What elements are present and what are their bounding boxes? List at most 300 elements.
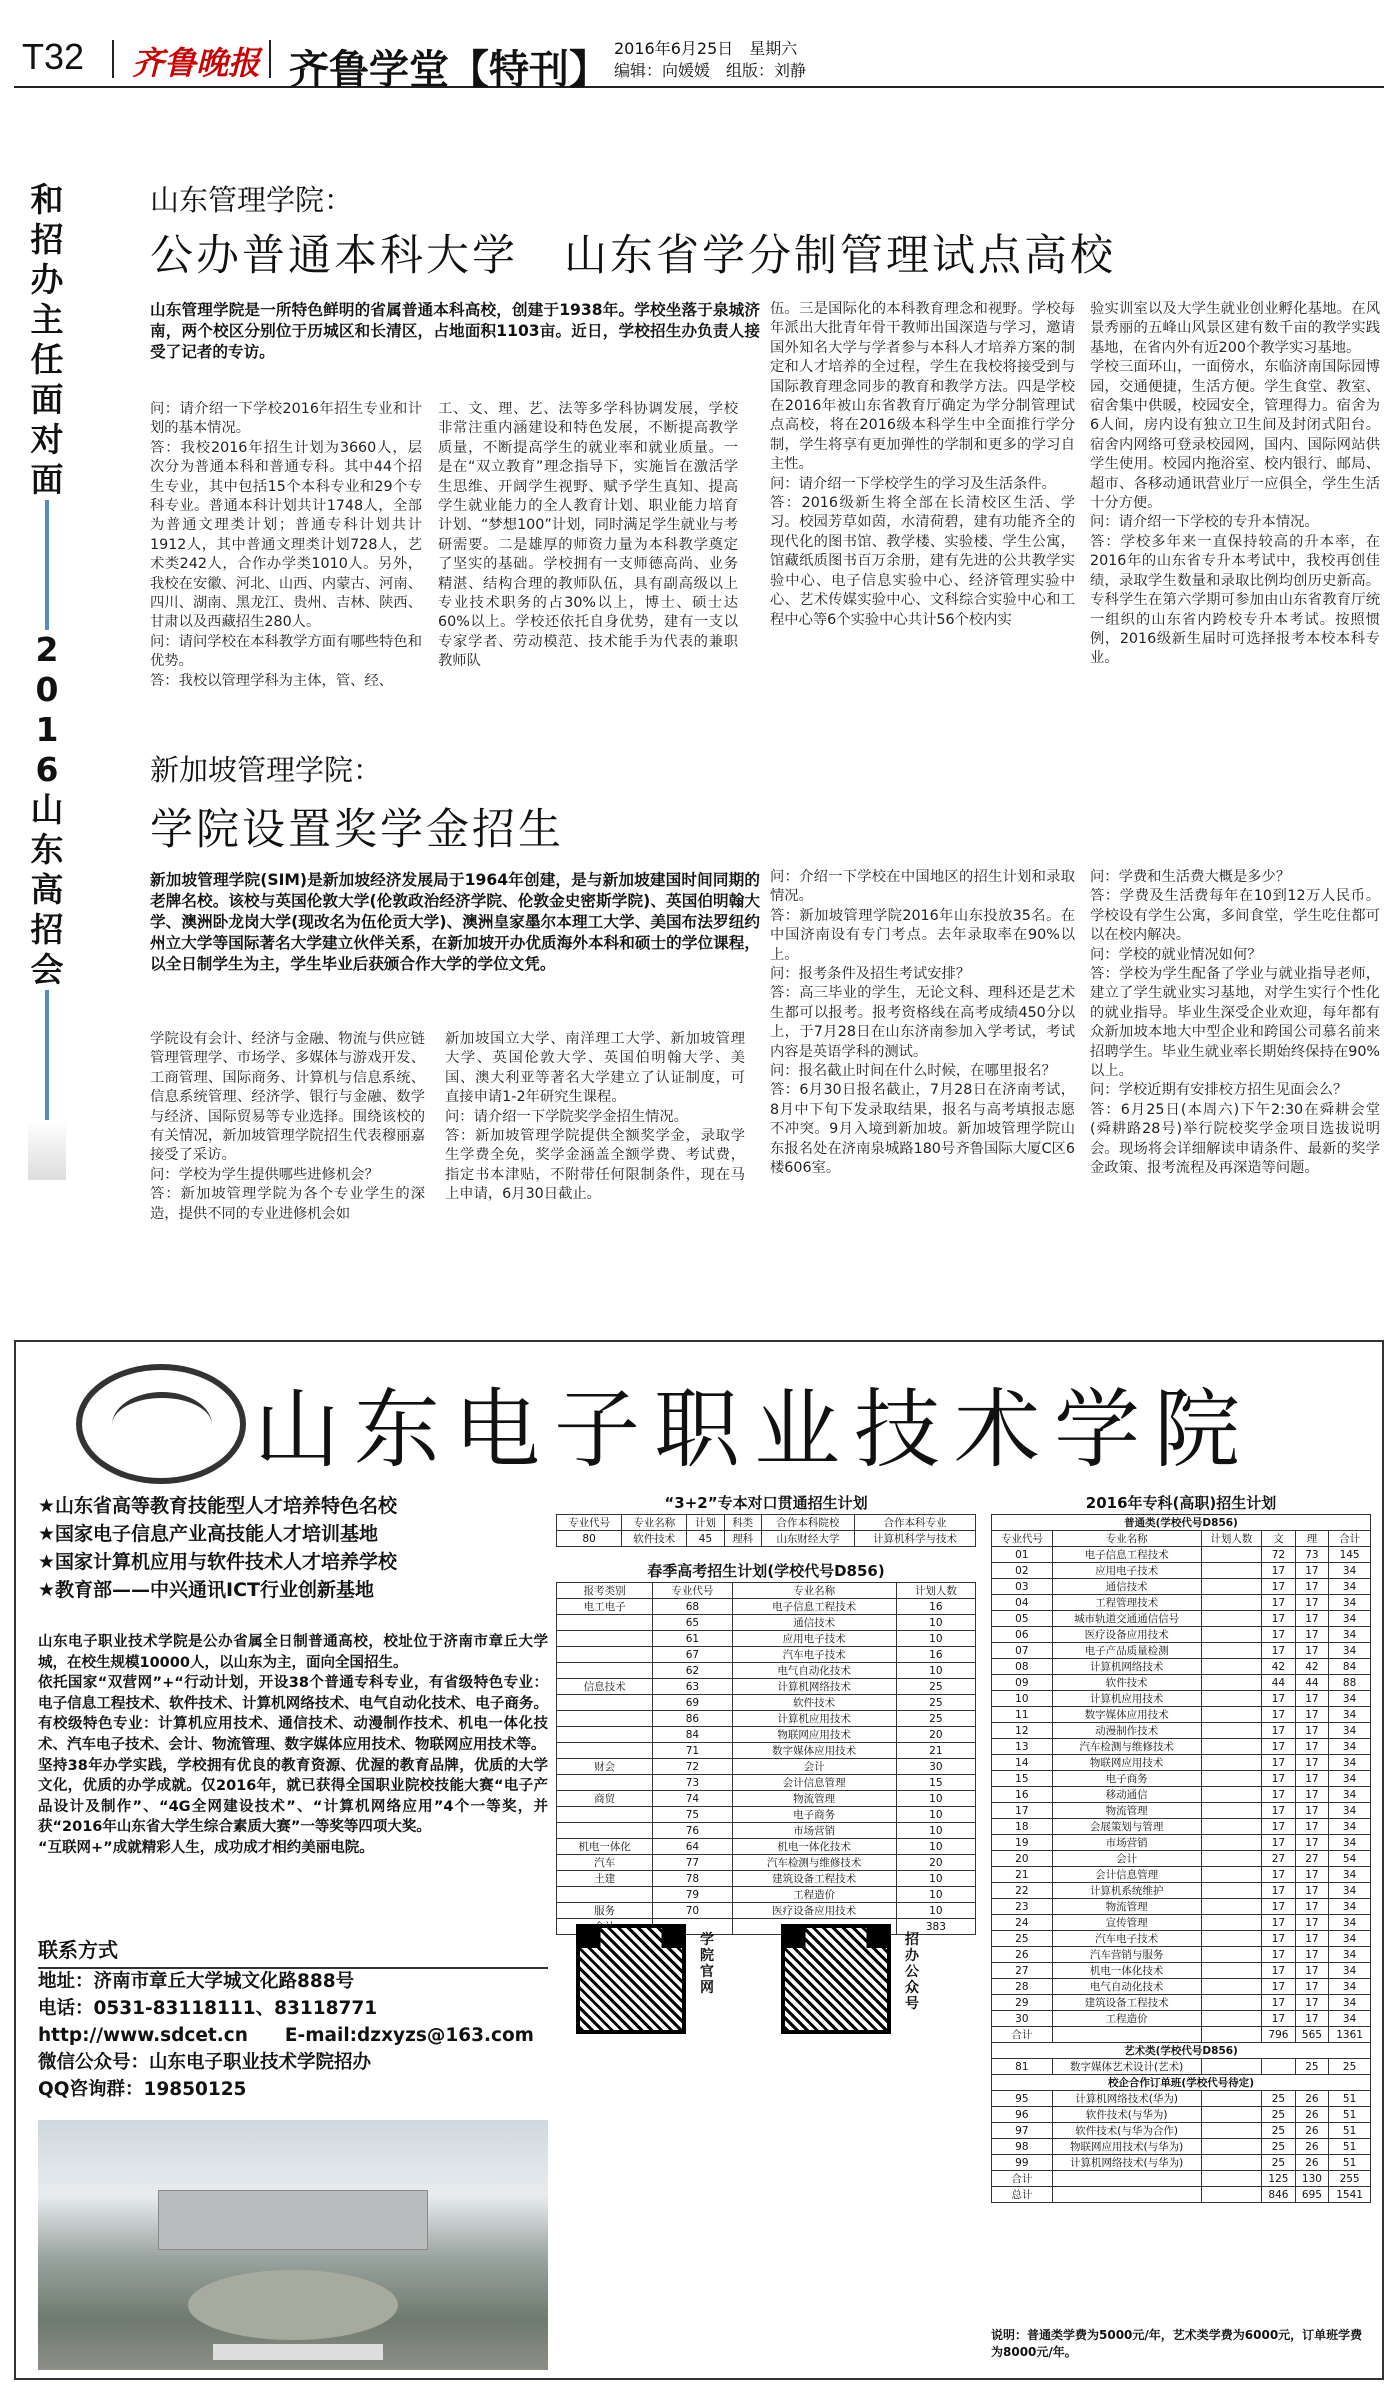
table-cell: 76 [653,1823,732,1839]
table-cell: 34 [1329,1611,1371,1627]
table-cell: 1361 [1329,2027,1371,2043]
article2-lead: 新加坡管理学院(SIM)是新加坡经济发展局于1964年创建，是与新加坡建国时间同期的老牌名校。该校与英国伦敦大学(伦敦政治经济学院、伦敦金史密斯学院)、英国伯明翰大学、澳洲卧龙岗大学(现改名为伍伦贡大学)、澳洲皇家墨尔本理工大学、美国布法罗纽约州立大学等国际著名大学建立伙伴关系，在新加坡开办优质海外本科和硕士的学位课程，以全日制学生为主，学生毕业后获颁合作大学的学位文凭。 [150,871,760,973]
table-cell: 51 [1329,2091,1371,2107]
table-row [557,1887,976,1903]
table-cell [1201,1835,1262,1851]
table-row [992,1659,1371,1675]
table-cell [1201,1611,1262,1627]
table-cell: 商贸 [557,1791,653,1807]
table-cell: 84 [653,1727,732,1743]
table-cell: 72 [1262,1547,1295,1563]
table-row [557,1823,976,1839]
article1-kicker: 山东管理学院： [150,183,354,217]
article1-lead: 山东管理学院是一所特色鲜明的省属普通本科高校，创建于1938年。学校坐落于泉城济南，两个校区分别位于历城区和长清区，占地面积1103亩。近日，学校招生办负责人接受了记者的专访。 [150,301,760,361]
table-cell: 17 [1262,1579,1295,1595]
table-row [992,1803,1371,1819]
table-cell: 255 [1329,2171,1371,2187]
table-cell: 应用电子技术 [1052,1563,1201,1579]
table-cell [1201,1675,1262,1691]
article2-col1: 学院设有会计、经济与金融、物流与供应链管理管理学、市场学、多媒体与游戏开发、工商管理、国际商务、计算机与信息系统、信息系统管理、经济学、银行与金融、数学与经济、国际贸易等专业选择。围绕该校的有关情况，新加坡管理学院招生代表穆丽嘉接受了采访。 问：学校为学生提供哪些进修机会？ 答：新加坡管理学院为各个专业学生的深造，提供不同的专业进修机会如 [150,1031,425,1222]
table-cell: 28 [992,1979,1053,1995]
table-cell [1201,2059,1262,2075]
table-cell: 17 [1262,1691,1295,1707]
table-cell: 计算机系统维护 [1052,1883,1201,1899]
table-cell: 物联网应用技术 [732,1727,896,1743]
table-cell: 71 [653,1743,732,1759]
table-cell: 17 [1262,1915,1295,1931]
table-row [557,1647,976,1663]
table-cell: 97 [992,2123,1053,2139]
table-cell: 21 [896,1743,975,1759]
table-cell: 会计信息管理 [1052,1867,1201,1883]
table-cell: 计算机网络技术(与华为) [1052,2155,1201,2171]
table-header-cell: 专业名称 [622,1515,687,1531]
table-cell: 10 [896,1791,975,1807]
table-cell [1201,2139,1262,2155]
table-cell: 69 [653,1695,732,1711]
table-row [992,1691,1371,1707]
table-cell: 25 [1329,2059,1371,2075]
table-cell: 工程造价 [1052,2011,1201,2027]
table-row [992,1627,1371,1643]
table-cell: 07 [992,1643,1053,1659]
table-cell: 信息技术 [557,1679,653,1695]
column-title: 齐鲁学堂【特刊】 [289,47,609,93]
table-cell: 54 [1329,1851,1371,1867]
table-row [992,1851,1371,1867]
table-cell: 17 [1262,1995,1295,2011]
table-row [557,1743,976,1759]
page-number: T32 [22,36,85,77]
table-cell: 04 [992,1595,1053,1611]
table-cell: 29 [992,1995,1053,2011]
table-cell: 17 [992,1803,1053,1819]
honor-item: ★山东省高等教育技能型人才培养特色名校 [38,1495,398,1517]
table-cell: 34 [1329,1915,1371,1931]
table-cell: 34 [1329,1947,1371,1963]
table-cell: 70 [653,1903,732,1919]
college-logo-icon [76,1364,246,1484]
table-cell: 95 [992,2091,1053,2107]
contact-web: http://www.sdcet.cn E-mail:dzxyzs@163.com [38,2025,534,2046]
table-cell [1201,2107,1262,2123]
table-cell: 34 [1329,1691,1371,1707]
table-cell: 20 [992,1851,1053,1867]
table-cell: 383 [896,1919,975,1935]
table-cell [1201,1851,1262,1867]
table-cell: 10 [992,1691,1053,1707]
table-cell: 17 [1295,1835,1328,1851]
table-cell: 市场营销 [1052,1835,1201,1851]
table-cell: 1541 [1329,2187,1371,2203]
table-cell: 61 [653,1631,732,1647]
table-row [992,1819,1371,1835]
table-cell: 数字媒体应用技术 [732,1743,896,1759]
table-cell [1201,1643,1262,1659]
contact-qq: QQ咨询群：19850125 [38,2079,247,2100]
table-cell: 通信技术 [1052,1579,1201,1595]
table-row [992,1899,1371,1915]
table-cell: 88 [1329,1675,1371,1691]
table-cell: 16 [992,1787,1053,1803]
table-cell [1201,1659,1262,1675]
table-cell [1201,2091,1262,2107]
table-cell: 医疗设备应用技术 [732,1903,896,1919]
table-cell [1201,2011,1262,2027]
table-cell: 17 [1295,1627,1328,1643]
table-cell [1201,1915,1262,1931]
contact-wechat: 微信公众号：山东电子职业技术学院招办 [38,2052,372,2073]
table-cell: 23 [992,1899,1053,1915]
table-row [557,1615,976,1631]
table-cell [1262,2059,1295,2075]
table-cell: 17 [1262,1899,1295,1915]
table-cell: 26 [992,1947,1053,1963]
table-cell: 10 [896,1887,975,1903]
table-cell: 25 [1262,2155,1295,2171]
table-cell: 电子信息工程技术 [1052,1547,1201,1563]
table-row [992,2107,1371,2123]
table-cell: 宣传管理 [1052,1915,1201,1931]
table-cell: 10 [896,1823,975,1839]
table-row [992,2123,1371,2139]
table-header-cell: 合计 [1329,1531,1371,1547]
table-cell: 145 [1329,1547,1371,1563]
table-row [557,1599,976,1615]
table-cell: 34 [1329,1979,1371,1995]
issue-meta [614,38,806,82]
table-header-cell: 计划 [687,1515,724,1531]
table-cell: 74 [653,1791,732,1807]
table-cell: 17 [1295,1579,1328,1595]
table-cell: 51 [1329,2155,1371,2171]
table-cell: 17 [1262,1755,1295,1771]
table-cell: 山东财经大学 [761,1531,854,1547]
table-cell: 34 [1329,1835,1371,1851]
table-cell: 17 [1295,1947,1328,1963]
table-row [992,1867,1371,1883]
table-cell: 14 [992,1755,1053,1771]
table-group-label: 校企合作订单班(学校代号待定) [992,2075,1371,2091]
table-cell [557,1887,653,1903]
table-cell: 汽车电子技术 [1052,1931,1201,1947]
table-cell: 17 [1295,1963,1328,1979]
table-cell: 84 [1329,1659,1371,1675]
table-cell [557,1727,653,1743]
table-cell: 25 [896,1679,975,1695]
college-advertisement [14,1340,1384,2380]
table-cell: 通信技术 [732,1615,896,1631]
table-cell [1201,2187,1262,2203]
table-cell: 78 [653,1871,732,1887]
table-cell: 计算机应用技术 [1052,1691,1201,1707]
table-cell: 计算机网络技术(华为) [1052,2091,1201,2107]
table-row [557,1583,976,1599]
table-cell: 10 [896,1839,975,1855]
table-cell: 汽车 [557,1855,653,1871]
table-cell: 34 [1329,1627,1371,1643]
table-cell: 06 [992,1627,1053,1643]
table-cell [1201,1819,1262,1835]
table-cell: 17 [1262,1611,1295,1627]
table-cell: 软件技术 [622,1531,687,1547]
table-header-cell: 报考类别 [557,1583,653,1599]
college-name: 山东电子职业技术学院 [254,1380,1254,1480]
table-cell: 73 [1295,1547,1328,1563]
table-cell: 34 [1329,1563,1371,1579]
table-row [557,1807,976,1823]
table-row [992,1995,1371,2011]
table-cell: 25 [992,1931,1053,1947]
table-header-cell: 计划人数 [1201,1531,1262,1547]
table-row [992,1915,1371,1931]
table-cell [557,1631,653,1647]
table-cell: 物联网应用技术 [1052,1755,1201,1771]
table-cell: 17 [1295,1707,1328,1723]
table-row [992,1707,1371,1723]
table-cell [1201,1691,1262,1707]
table-cell: 17 [1295,1755,1328,1771]
table-cell [1201,1563,1262,1579]
table-row [992,1723,1371,1739]
table-cell: 63 [653,1679,732,1695]
table-cell: 16 [896,1647,975,1663]
table-cell: 17 [1262,1707,1295,1723]
table-cell [1201,1947,1262,1963]
table-cell: 19 [992,1835,1053,1851]
table-cell [557,1743,653,1759]
table-cell: 42 [1295,1659,1328,1675]
table-cell: 51 [1329,2139,1371,2155]
table-vocational-plan [991,1514,1371,2203]
table-header-cell: 计划人数 [896,1583,975,1599]
table-row [557,1679,976,1695]
table-cell [557,1615,653,1631]
table-cell: 17 [1295,1819,1328,1835]
table-cell: 计算机科学与技术 [854,1531,975,1547]
table-cell: 10 [896,1807,975,1823]
table-cell: 34 [1329,1595,1371,1611]
table-cell [1201,1995,1262,2011]
table-cell: 25 [1295,2059,1328,2075]
table-cell: 财会 [557,1759,653,1775]
table-cell: 45 [687,1531,724,1547]
table-cell: 10 [896,1903,975,1919]
table-cell: 21 [992,1867,1053,1883]
table-cell: 机电一体化技术 [732,1839,896,1855]
table-cell: 城市轨道交通通信信号 [1052,1611,1201,1627]
college-intro: 山东电子职业技术学院是公办省属全日制普通高校，校址位于济南市章丘大学城，在校生规模10000人，以山东为主，面向全国招生。 依托国家“双营网”+“行动计划，开设38个普通专科专业，有省级特色专业：电子信息工程技术、软件技术、计算机网络技术、电气自动化技术、电子商务。有校级特色专业：计算机应用技术、通信技术、动漫制作技术、机电一体化技术、汽车电子技术、会计、物流管理、数字媒体应用技术、物联网应用技术等。 坚持38年办学实践，学校拥有优良的教育资源、优渥的教育品牌，优质的大学文化，优质的办学成就。仅2016年，就已获得全国职业院校技能大赛“电子产品设计及制作”、“4G全网建设技术”、“计算机网络应用”4个一等奖，并获“2016年山东省大学生综合素质大赛”一等奖等四项大奖。 “互联网+”成就精彩人生，成功成才相约美丽电院。 [38,1634,548,1856]
table-cell [1201,2027,1262,2043]
table-cell: 34 [1329,1899,1371,1915]
table-header-cell: 科类 [724,1515,761,1531]
table-row [992,1531,1371,1547]
table-cell [1201,1579,1262,1595]
table-cell [557,1711,653,1727]
table-cell: 34 [1329,1707,1371,1723]
table-cell: 建筑设备工程技术 [1052,1995,1201,2011]
table-cell: 34 [1329,1579,1371,1595]
table-row [557,1695,976,1711]
qr-code-icon [781,1924,891,2034]
table-cell: 工程管理技术 [1052,1595,1201,1611]
table-row [557,1855,976,1871]
table-cell: 17 [1262,1771,1295,1787]
table-cell: 软件技术(与华为) [1052,2107,1201,2123]
table-header-cell: 合作本科院校 [761,1515,854,1531]
table-cell: 电子信息工程技术 [732,1599,896,1615]
table-cell: 软件技术 [732,1695,896,1711]
table-row [992,1963,1371,1979]
table-cell: 26 [1295,2123,1328,2139]
article2-col2: 新加坡国立大学、南洋理工大学、新加坡管理大学、英国伦敦大学、英国伯明翰大学、美国、澳大利亚等著名大学建立了认证制度，可直接申请1-2年研究生课程。 问：请介绍一下学院奖学金招生情况。 答：新加坡管理学院提供全额奖学金，录取学生学费全免，奖学金涵盖全额学费、考试费，指定书本津贴，不附带任何限制条件，现在马上申请，6月30日截止。 [445,1031,745,1203]
table-row [992,1643,1371,1659]
table-cell: 17 [1295,1723,1328,1739]
table-cell: 电气自动化技术 [1052,1979,1201,1995]
table-row [992,1547,1371,1563]
table-cell [1201,2171,1262,2187]
table-cell: 建筑设备工程技术 [732,1871,896,1887]
table-cell: 24 [992,1915,1053,1931]
table-cell: 应用电子技术 [732,1631,896,1647]
table-cell: 17 [1262,1803,1295,1819]
table-cell: 17 [1295,1771,1328,1787]
table-cell: 65 [653,1615,732,1631]
table-cell: 34 [1329,1643,1371,1659]
table-cell: 15 [992,1771,1053,1787]
table-cell [557,1695,653,1711]
table-row [557,1775,976,1791]
table-cell [1201,1931,1262,1947]
tuition-note: 说明：普通类学费为5000元/年，艺术类学费为6000元，订单班学费为8000元/年。 [991,2328,1363,2359]
table-cell: 02 [992,1563,1053,1579]
table-cell: 10 [896,1871,975,1887]
table-cell: 17 [1262,1835,1295,1851]
table-cell: 电子商务 [1052,1771,1201,1787]
table-cell: 电工电子 [557,1599,653,1615]
table-cell [557,1663,653,1679]
table-cell: 17 [1295,1867,1328,1883]
table-cell: 30 [992,2011,1053,2027]
table-cell [1201,1979,1262,1995]
article1-col2: 工、文、理、艺、法等多学科协调发展，学校非常注重内涵建设和特色发展，不断提高教学质量，不断提高学生的就业率和就业质量。一是在“双立教育”理念指导下，实施旨在激活学生思维、开阔学生视野、赋予学生真知、提高学生就业能力的全人教育计划、职业能力培育计划、“梦想100”计划，同时满足学生就业与考研需要。二是雄厚的师资力量为本科教学奠定了坚实的基础。学校拥有一支师德高尚、业务精湛、结构合理的教师队伍，具有副高级以上专业技术职务的占30%以上，博士、硕士达60%以上。学校还依托自身优势，建有一支以专家学者、劳动模范、技术能手为代表的兼职教师队 [438,401,738,670]
table-cell: 汽车检测与维修技术 [732,1855,896,1871]
article1-col1: 问：请介绍一下学校2016年招生专业和计划的基本情况。 答：我校2016年招生计划为3660人，层次分为普通本科和普通专科。其中44个招生专业，其中包括15个本科专业和29个专科专业。普通本科计划共计1748人，全部为普通文理类计划；普通专科计划共计1912人，其中普通文理类计划728人，艺术类242人，合作办学类1010人。另外，我校在安徽、河北、山西、内蒙古、河南、四川、湖南、黑龙江、贵州、吉林、陕西、甘肃以及西藏招生280人。 问：请问学校在本科教学方面有哪些特色和优势。 答：我校以管理学科为主体，管、经、 [150,401,422,689]
table-cell: 62 [653,1663,732,1679]
table-cell: 08 [992,1659,1053,1675]
table-cell: 25 [1262,2123,1295,2139]
table-cell: 汽车营销与服务 [1052,1947,1201,1963]
qr-label: 招办公众号 [905,1932,919,2012]
table-row [557,1871,976,1887]
pencil-tip-icon [28,1120,66,1180]
table-cell: 695 [1295,2187,1328,2203]
contact-title: 联系方式 [38,1934,548,1969]
table-cell [1201,1771,1262,1787]
table-cell: 17 [1262,2011,1295,2027]
table-row [992,2155,1371,2171]
table-row [992,2171,1371,2187]
article2-title: 学院设置奖学金招生 [150,805,564,855]
table-cell: 01 [992,1547,1053,1563]
table-cell: 51 [1329,2107,1371,2123]
table-cell: 汽车检测与维修技术 [1052,1739,1201,1755]
article2-kicker: 新加坡管理学院： [150,753,383,787]
table-cell: 合计 [992,2171,1053,2187]
table-cell [1201,1627,1262,1643]
table-cell: 17 [1262,1627,1295,1643]
table-cell: 17 [1262,1947,1295,1963]
table-cell [1201,1867,1262,1883]
table-row [557,1631,976,1647]
table-cell: 15 [896,1775,975,1791]
table-cell: 17 [1262,1787,1295,1803]
table-cell: 34 [1329,1771,1371,1787]
table-row [557,1839,976,1855]
table-cell: 17 [1295,1643,1328,1659]
table-cell: 计算机网络技术 [1052,1659,1201,1675]
table3-title: 2016年专科(高职)招生计划 [1085,1494,1277,1512]
honor-item: ★教育部——中兴通讯ICT行业创新基地 [38,1579,375,1601]
table-cell [1201,1739,1262,1755]
table-cell [557,1807,653,1823]
table-cell: 17 [1295,1899,1328,1915]
table-row [992,2139,1371,2155]
table-cell: 25 [896,1695,975,1711]
table-cell: 25 [1262,2091,1295,2107]
table-cell: 03 [992,1579,1053,1595]
table-cell: 物流管理 [1052,1899,1201,1915]
table-cell: 99 [992,2155,1053,2171]
table-cell: 44 [1295,1675,1328,1691]
table-cell: 34 [1329,1931,1371,1947]
table-cell: 数字媒体应用技术 [1052,1707,1201,1723]
table-cell: 会计 [732,1759,896,1775]
article1-title: 公办普通本科大学 山东省学分制管理试点高校 [150,231,1116,281]
table-cell: 26 [1295,2139,1328,2155]
table-cell [1201,1707,1262,1723]
table-cell: 25 [1262,2139,1295,2155]
table-cell [557,1647,653,1663]
table-cell: 34 [1329,1803,1371,1819]
table-cell: 合计 [992,2027,1053,2043]
table-cell: 27 [1262,1851,1295,1867]
table-cell: 125 [1262,2171,1295,2187]
table-cell: 会展策划与管理 [1052,1819,1201,1835]
table-cell [1201,1595,1262,1611]
table-cell: 17 [1262,1595,1295,1611]
table-cell [1052,2187,1201,2203]
table-header-cell: 专业名称 [732,1583,896,1599]
editors: 编辑：向媛媛 组版：刘静 [614,61,807,80]
table-cell: 17 [1295,1787,1328,1803]
table-cell: 17 [1295,1595,1328,1611]
table-cell: 工程造价 [732,1887,896,1903]
article2-col3: 问：介绍一下学校在中国地区的招生计划和录取情况。 答：新加坡管理学院2016年山东投放35名。在中国济南设有专门考点。去年录取率在90%以上。 问：报考条件及招生考试安排？ 答：高三毕业的学生，无论文科、理科还是艺术生都可以报考。报考资格线在高考成绩450分以上，于7月28日在山东济南参加入学考试，考试内容是英语学科的测试。 问：报名截止时间在什么时候，在哪里报名？ 答：6月30日报名截止，7月28日在济南考试，8月中下旬下发录取结果，报名与高考填报志愿不冲突。9月入境到新加坡。新加坡管理学院山东报名处在济南泉城路180号齐鲁国际大厦C区6楼606室。 [770,869,1075,1177]
table-cell: 80 [557,1531,622,1547]
table-cell: 17 [1295,1739,1328,1755]
sidebar-label-bottom: 2016山东高招会 [26,630,68,990]
table-cell: 64 [653,1839,732,1855]
table-cell: 44 [1262,1675,1295,1691]
table-cell: 17 [1295,1995,1328,2011]
table-cell: 13 [992,1739,1053,1755]
table-cell: 17 [1262,1739,1295,1755]
table-cell: 25 [1262,2107,1295,2123]
table-cell: 17 [1295,1611,1328,1627]
table-cell: 数字媒体艺术设计(艺术) [1052,2059,1201,2075]
table-cell: 34 [1329,1723,1371,1739]
